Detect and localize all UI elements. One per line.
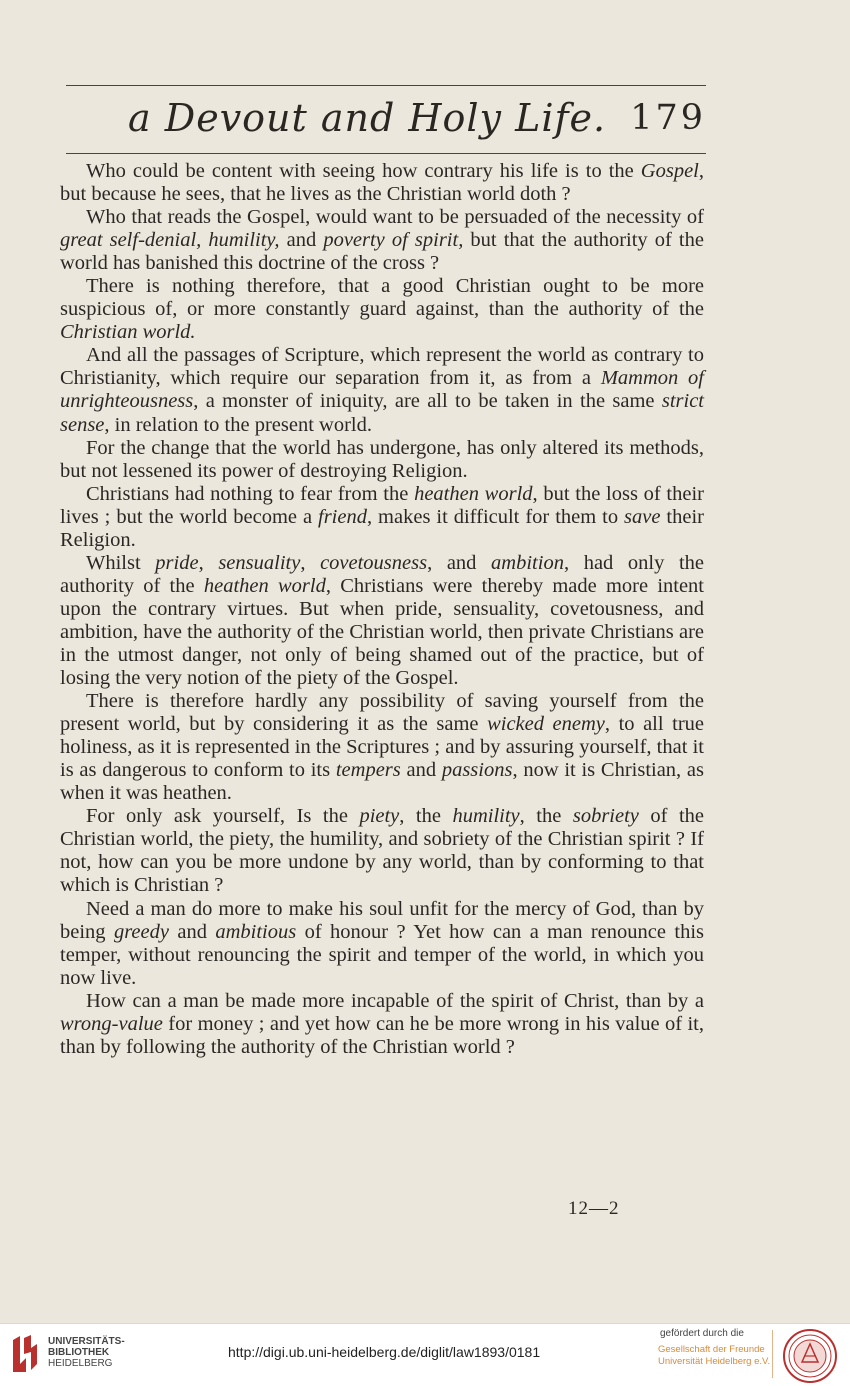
text-run: , and — [427, 551, 492, 574]
text-run: , to all true holiness, as it is represented in the Scriptures ; and by assuring yourself, that it is as dangerous to conform to its — [60, 713, 704, 782]
text-run: , in relation to the present world. — [104, 413, 372, 436]
text-run: Who that reads the Gospel, would want to be persuaded of the necessity of — [86, 206, 704, 229]
text-run: of honour ? Yet how can a man renounce this temper, without renouncing the spirit and temper of the world, in which you now live. — [60, 920, 704, 989]
paragraph — [60, 437, 704, 483]
text-run: , — [198, 551, 219, 574]
text-run: Who could be content with seeing how contrary his life is to the — [86, 160, 641, 182]
paragraph — [60, 206, 704, 275]
italic-run: covetousness — [320, 551, 428, 574]
text-run: There is therefore hardly any possibility of saving yourself from the present world, but by considering it as the same — [60, 690, 704, 736]
text-run: And all the passages of Scripture, which represent the world as contrary to Christianity, which require our separation from it, as from a — [60, 344, 704, 390]
library-name-line3: HEIDELBERG — [48, 1358, 113, 1369]
italic-run: strict sense — [60, 390, 704, 436]
text-run: and — [400, 759, 442, 782]
italic-run: passions — [441, 759, 513, 782]
italic-run: friend — [318, 505, 367, 528]
paragraph — [60, 805, 704, 897]
text-run: Christians had nothing to fear from the — [86, 482, 415, 505]
paragraph — [60, 275, 704, 344]
italic-run: pride — [155, 551, 199, 574]
italic-run: Mammon of unrighteousness — [60, 367, 705, 413]
sponsor-label: gefördert durch die — [660, 1328, 744, 1339]
text-run: Need a man do more to make his soul unfit for the mercy of God, than by being — [60, 897, 704, 943]
italic-run: heathen world — [203, 574, 326, 597]
paragraph — [60, 690, 704, 805]
text-run: Whilst — [86, 551, 156, 574]
italic-run: Gospel — [640, 160, 699, 182]
body-text — [60, 160, 704, 1059]
text-run: , — [300, 551, 321, 574]
text-run: but that the authority of the world has banished this doctrine of the cross ? — [60, 229, 704, 275]
italic-run: wicked enemy — [487, 713, 605, 736]
footer-bar — [0, 1323, 850, 1386]
page-number: 179 — [630, 98, 706, 138]
text-run: for money ; and yet how can he be more wrong in his value of it, than by following the authority of the Christian world ? — [60, 1012, 704, 1058]
footer-divider — [772, 1330, 773, 1378]
paragraph — [60, 990, 704, 1059]
text-run: , the — [399, 805, 453, 828]
text-run: and — [279, 229, 324, 252]
italic-run: greedy — [113, 920, 169, 943]
head-rule — [66, 153, 706, 154]
text-run: For the change that the world has undergone, has only altered its methods, but not lessened its power of destroying Religion. — [60, 436, 704, 482]
text-run: their Religion. — [60, 505, 704, 551]
text-run: There is nothing therefore, that a good Christian ought to be more suspicious of, or more constantly guard against, than the authority of the — [60, 275, 704, 321]
permalink-url[interactable]: http://digi.ub.uni-heidelberg.de/diglit/law1893/0181 — [228, 1344, 541, 1360]
library-name-line2: BIBLIOTHEK — [48, 1347, 110, 1358]
text-run: , a monster of iniquity, are all to be taken in the same — [193, 390, 662, 413]
library-name-line1: UNIVERSITÄTS- — [48, 1336, 125, 1347]
text-run: , but because he sees, that he lives as the Christian world doth ? — [60, 160, 704, 206]
text-run: , now it is Christian, as when it was heathen. — [60, 759, 704, 805]
text-run: How can a man be made more incapable of the spirit of Christ, than by a — [86, 989, 704, 1012]
text-run: , makes it difficult for them to — [366, 505, 625, 528]
university-seal-icon — [782, 1328, 838, 1384]
text-run: , Christians were thereby made more intent upon the contrary virtues. But when pride, sensuality, covetousness, and ambition, have the authority of the Christian world, then private Christians are in the utmost danger, not only of being shamed out of the practice, but of losing the very notion of the piety of the Gospel. — [60, 574, 704, 690]
sponsor-name — [658, 1344, 771, 1368]
italic-run: wrong-value — [60, 1012, 163, 1035]
italic-run: Christian world. — [60, 321, 196, 344]
paragraph — [60, 483, 704, 552]
sponsor-line2: Universität Heidelberg e.V. — [658, 1356, 771, 1367]
text-run: and — [168, 920, 216, 943]
italic-run: sobriety — [572, 805, 639, 828]
paragraph — [60, 344, 704, 436]
paragraph — [60, 552, 704, 690]
top-rule — [66, 85, 706, 86]
paragraph — [60, 898, 704, 990]
text-run: For only ask yourself, Is the — [86, 805, 360, 828]
sponsor-line1: Gesellschaft der Freunde — [658, 1344, 765, 1355]
signature-mark: 12—2 — [568, 1198, 620, 1219]
text-run: , but the loss of their lives ; but the world become a — [60, 482, 704, 528]
italic-run: ambitious — [215, 920, 297, 943]
running-head — [66, 92, 706, 142]
italic-run: heathen world — [414, 482, 533, 505]
italic-run: tempers — [335, 759, 401, 782]
text-run: , had only the authority of the — [60, 551, 705, 597]
university-library-logo-icon — [10, 1334, 40, 1374]
paragraph — [60, 160, 704, 206]
text-run: of the Christian world, the piety, the humility, and sobriety of the Christian spirit ? If not, how can you be more undone by any world, than by conforming to that which is Christian ? — [60, 805, 705, 897]
italic-run: humility — [452, 805, 520, 828]
italic-run: save — [624, 505, 661, 528]
italic-run: ambition — [491, 551, 564, 574]
text-run: , the — [519, 805, 573, 828]
italic-run: sensuality — [218, 551, 301, 574]
italic-run: poverty of spirit, — [323, 229, 464, 252]
italic-run: piety — [359, 805, 400, 828]
running-title: a Devout and Holy Life. — [128, 96, 607, 140]
library-name — [48, 1336, 198, 1369]
italic-run: great self-denial, humility, — [60, 229, 280, 252]
